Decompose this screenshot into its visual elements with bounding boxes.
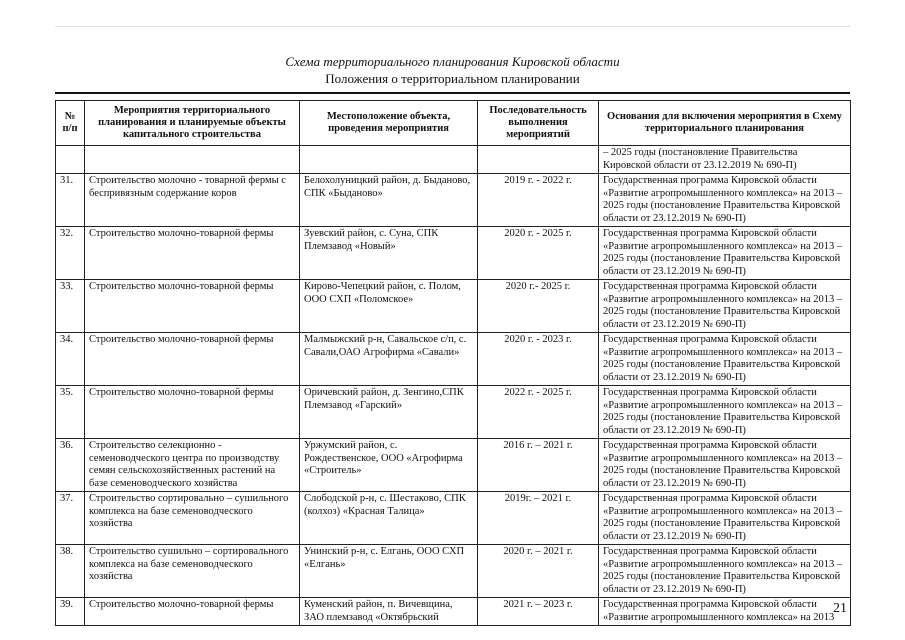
cell-basis: Государственная программа Кировской области «Развитие агропромышленного комплекса» на 2013 – 2025 годы (постановление Правительства Кировской области от 23.12.2019 № 690-П) (599, 280, 851, 333)
cell-event: Строительство селекционно - семеноводческого центра по производству семян сельскохозяйственных растений на базе семеноводческого хозяйства (85, 439, 300, 492)
cell-basis: Государственная программа Кировской области «Развитие агропромышленного комплекса» на 2013 (599, 598, 851, 626)
table-row (56, 492, 851, 545)
cell-event: Строительство молочно-товарной фермы (85, 280, 300, 333)
cell-location: Унинский р-н, с. Елгань, ООО СХП «Елгань» (300, 545, 478, 598)
page-number: 21 (833, 601, 847, 616)
column-header-number: № п/п (56, 101, 85, 146)
scan-edge-line (55, 26, 850, 27)
cell-number: 39. (56, 598, 85, 626)
cell-period: 2022 г. - 2025 г. (478, 386, 599, 439)
cell-number: 36. (56, 439, 85, 492)
table-row (56, 439, 851, 492)
table-row (56, 333, 851, 386)
cell-location: Зуевский район, с. Суна, СПК Племзавод «Новый» (300, 227, 478, 280)
table-header-row (56, 101, 851, 146)
cell-period: 2021 г. – 2023 г. (478, 598, 599, 626)
table-row (56, 280, 851, 333)
cell-period: 2019 г. - 2022 г. (478, 174, 599, 227)
table-row (56, 386, 851, 439)
cell-basis: Государственная программа Кировской области «Развитие агропромышленного комплекса» на 2013 – 2025 годы (постановление Правительства Кировской области от 23.12.2019 № 690-П) (599, 492, 851, 545)
cell-number: 33. (56, 280, 85, 333)
cell-event: Строительство молочно-товарной фермы (85, 333, 300, 386)
cell-number: 32. (56, 227, 85, 280)
cell-location (300, 146, 478, 174)
cell-number: 34. (56, 333, 85, 386)
table-row (56, 598, 851, 626)
cell-basis: Государственная программа Кировской области «Развитие агропромышленного комплекса» на 2013 – 2025 годы (постановление Правительства Кировской области от 23.12.2019 № 690-П) (599, 174, 851, 227)
column-header-period: Последовательность выполнения мероприятий (478, 101, 599, 146)
cell-number: 31. (56, 174, 85, 227)
cell-event: Строительство молочно - товарной фермы с беспривязным содержание коров (85, 174, 300, 227)
document-subtitle: Положения о территориальном планировании (325, 71, 580, 86)
cell-basis: Государственная программа Кировской области «Развитие агропромышленного комплекса» на 2013 – 2025 годы (постановление Правительства Кировской области от 23.12.2019 № 690-П) (599, 439, 851, 492)
column-header-event: Мероприятия территориального планирования и планируемые объекты капитального строительства (85, 101, 300, 146)
header-rule (55, 92, 850, 94)
cell-period: 2019г. – 2021 г. (478, 492, 599, 545)
cell-period: 2016 г. – 2021 г. (478, 439, 599, 492)
cell-event: Строительство сушильно – сортировального комплекса на базе семеноводческого хозяйства (85, 545, 300, 598)
cell-location: Белохолуницкий район, д. Быданово, СПК «Быданово» (300, 174, 478, 227)
measures-table (55, 100, 851, 626)
document-title: Схема территориального планирования Кировской области (285, 54, 620, 69)
table-row (56, 227, 851, 280)
cell-event (85, 146, 300, 174)
cell-basis: – 2025 годы (постановление Правительства Кировской области от 23.12.2019 № 690-П) (599, 146, 851, 174)
cell-period: 2020 г. – 2021 г. (478, 545, 599, 598)
cell-event: Строительство молочно-товарной фермы (85, 227, 300, 280)
cell-basis: Государственная программа Кировской области «Развитие агропромышленного комплекса» на 2013 – 2025 годы (постановление Правительства Кировской области от 23.12.2019 № 690-П) (599, 386, 851, 439)
cell-location: Слободской р-н, с. Шестаково, СПК (колхоз) «Красная Талица» (300, 492, 478, 545)
column-header-location: Местоположение объекта, проведения мероприятия (300, 101, 478, 146)
cell-basis: Государственная программа Кировской области «Развитие агропромышленного комплекса» на 2013 – 2025 годы (постановление Правительства Кировской области от 23.12.2019 № 690-П) (599, 545, 851, 598)
cell-period: 2020 г.- 2025 г. (478, 280, 599, 333)
table-row (56, 545, 851, 598)
continuation-row (56, 146, 851, 174)
cell-event: Строительство молочно-товарной фермы (85, 386, 300, 439)
table-row (56, 174, 851, 227)
cell-period: 2020 г. - 2023 г. (478, 333, 599, 386)
cell-number: 38. (56, 545, 85, 598)
cell-number: 35. (56, 386, 85, 439)
column-header-basis: Основания для включения мероприятия в Схему территориального планирования (599, 101, 851, 146)
cell-event: Строительство молочно-товарной фермы (85, 598, 300, 626)
cell-location: Оричевский район, д. Зенгино,СПК Племзавод «Гарский» (300, 386, 478, 439)
cell-event: Строительство сортировально – сушильного комплекса на базе семеноводческого хозяйства (85, 492, 300, 545)
cell-period (478, 146, 599, 174)
cell-number: 37. (56, 492, 85, 545)
cell-location: Кирово-Чепецкий район, с. Полом, ООО СХП «Поломское» (300, 280, 478, 333)
cell-basis: Государственная программа Кировской области «Развитие агропромышленного комплекса» на 2013 – 2025 годы (постановление Правительства Кировской области от 23.12.2019 № 690-П) (599, 227, 851, 280)
cell-location: Уржумский район, с. Рождественское, ООО «Агрофирма «Строитель» (300, 439, 478, 492)
cell-location: Малмыжский р-н, Савальское с/п, с. Савали,ОАО Агрофирма «Савали» (300, 333, 478, 386)
cell-location: Куменский район, п. Вичевщина, ЗАО племзавод «Октябрьский (300, 598, 478, 626)
cell-number (56, 146, 85, 174)
cell-basis: Государственная программа Кировской области «Развитие агропромышленного комплекса» на 2013 – 2025 годы (постановление Правительства Кировской области от 23.12.2019 № 690-П) (599, 333, 851, 386)
cell-period: 2020 г. - 2025 г. (478, 227, 599, 280)
